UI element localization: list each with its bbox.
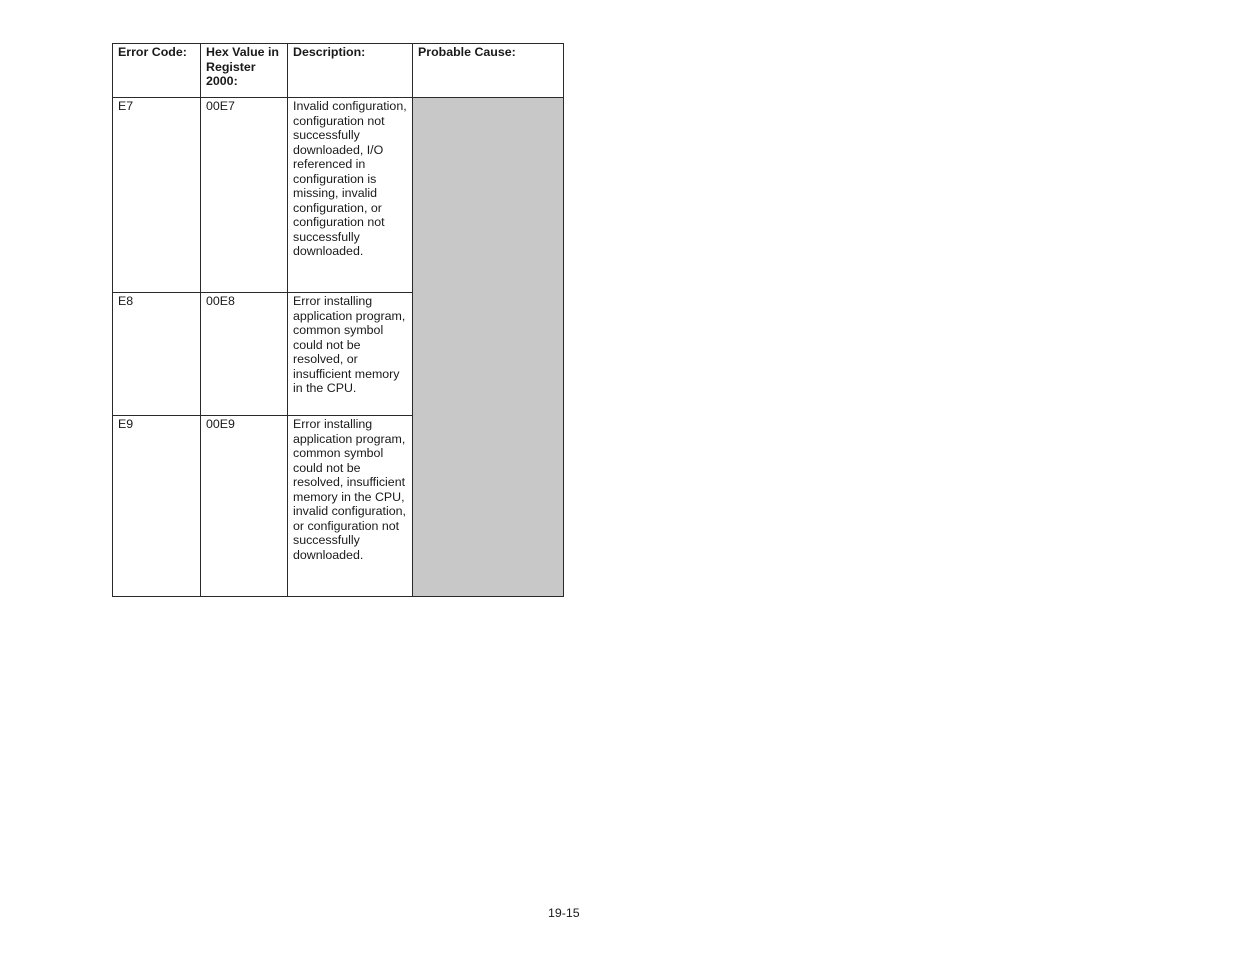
cell-hex-value: 00E7	[201, 98, 288, 293]
cell-error-code: E9	[113, 416, 201, 597]
cell-description: Invalid configuration, configuration not successfully downloaded, I/O referenced in configuration is missing, invalid configuration, or configuration not successfully downloaded.	[288, 98, 413, 293]
cell-probable-cause-shaded	[413, 98, 564, 597]
header-hex-value: Hex Value in Register 2000:	[201, 44, 288, 98]
header-description: Description:	[288, 44, 413, 98]
header-row	[113, 44, 564, 98]
error-code-table	[112, 43, 564, 597]
header-probable-cause: Probable Cause:	[413, 44, 564, 98]
table-body	[113, 98, 564, 597]
cell-description: Error installing application program, common symbol could not be resolved, or insufficient memory in the CPU.	[288, 293, 413, 416]
cell-error-code: E8	[113, 293, 201, 416]
cell-description: Error installing application program, common symbol could not be resolved, insufficient memory in the CPU, invalid configuration, or configuration not successfully downloaded.	[288, 416, 413, 597]
cell-hex-value: 00E9	[201, 416, 288, 597]
header-error-code: Error Code:	[113, 44, 201, 98]
table-header	[113, 44, 564, 98]
cell-hex-value: 00E8	[201, 293, 288, 416]
cell-error-code: E7	[113, 98, 201, 293]
table-row	[113, 98, 564, 293]
page-number: 19-15	[548, 906, 580, 920]
